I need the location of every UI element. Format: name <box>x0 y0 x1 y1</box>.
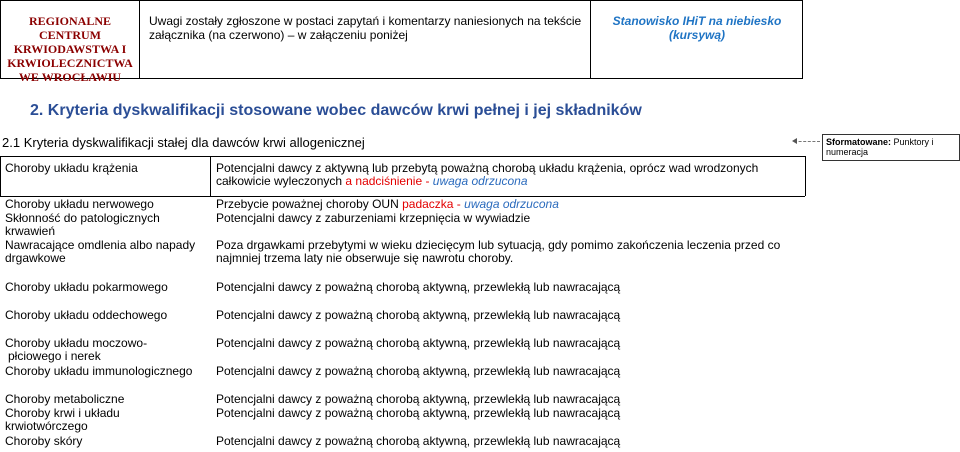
label-line: krwiotwórczego <box>5 419 88 433</box>
reviewer-comment: padaczka <box>402 197 454 211</box>
row-value: Potencjalni dawcy z zaburzeniami krzepnięcia w wywiadzie <box>216 211 531 225</box>
row-label: Choroby układu pokarmowego <box>5 280 168 294</box>
row-value: Potencjalni dawcy z poważną chorobą aktywną, przewlekłą lub nawracającą <box>216 392 621 406</box>
institute-response: uwaga odrzucona <box>464 197 559 211</box>
row-label: Choroby układu krążenia <box>5 161 138 175</box>
formatting-comment[interactable] <box>822 134 960 161</box>
separator: - <box>422 174 433 188</box>
label-line: Choroby krwi i układu <box>5 406 120 420</box>
row-label: Choroby układu nerwowego <box>5 197 154 211</box>
row-value: Potencjalni dawcy z poważną chorobą aktywną, przewlekłą lub nawracającą <box>216 406 621 420</box>
label-line: Nawracające omdlenia albo napady <box>5 238 196 252</box>
label-line: Skłonność do patologicznych <box>5 211 160 225</box>
row-value: Potencjalni dawcy z poważną chorobą aktywną, przewlekłą lub nawracającą <box>216 336 621 350</box>
notice-line: Uwagi zostały zgłoszone w postaci zapytań i komentarzy naniesionych na tekście <box>149 14 582 28</box>
value-text: całkowicie wyleczonych <box>216 174 346 188</box>
table-border <box>805 156 806 196</box>
subsection-text: Kryteria dyskwalifikacji stałej dla dawców krwi allogenicznej <box>20 135 365 150</box>
row-label <box>5 337 210 363</box>
row-label: Choroby metaboliczne <box>5 392 125 406</box>
row-value <box>216 162 796 188</box>
comment-text: Punktory i numeracja <box>826 137 934 157</box>
row-label: Choroby układu oddechowego <box>5 308 168 322</box>
section-title: 2. Kryteria dyskwalifikacji stosowane wobec dawców krwi pełnej i jej składników <box>30 102 642 119</box>
label-line: płciowego i nerek <box>8 349 101 363</box>
stance-legend <box>591 1 803 78</box>
value-line: Potencjalni dawcy z aktywną lub przebytą poważną chorobą układu krążenia, oprócz wad wrodzonych <box>216 161 759 175</box>
row-value: Potencjalni dawcy z poważną chorobą aktywną, przewlekłą lub nawracającą <box>216 280 621 294</box>
row-label: Choroby układu immunologicznego <box>5 364 193 378</box>
table-border <box>0 156 1 196</box>
notice-line: załącznika (na czerwono) – w załączeniu poniżej <box>149 28 408 42</box>
row-value <box>216 198 796 211</box>
table-border <box>0 156 805 157</box>
label-line: Choroby układu moczowo- <box>5 336 148 350</box>
label-line: krwawień <box>5 224 56 238</box>
stance-line: (kursywą) <box>668 28 726 42</box>
value-text: Przebycie poważnej choroby OUN <box>216 197 403 211</box>
org-line: KRWIODAWSTWA I <box>13 42 127 56</box>
reviewer-comment: a nadciśnienie <box>345 174 423 188</box>
comment-label: Sformatowane: <box>826 137 892 147</box>
subsection-title <box>2 135 365 150</box>
document-header <box>0 0 803 84</box>
org-line: WE WROCŁAWIU <box>18 70 122 84</box>
value-line <box>216 175 796 188</box>
value-line: Poza drgawkami przebytymi w wieku dziecięcym lub sytuacją, gdy pomimo zakończenia leczenia przed co <box>216 238 781 252</box>
row-value: Potencjalni dawcy z poważną chorobą aktywną, przewlekłą lub nawracającą <box>216 434 621 448</box>
separator: - <box>453 197 465 211</box>
org-line: KRWIOLECZNICTWA <box>7 56 133 70</box>
org-line: CENTRUM <box>39 28 101 42</box>
row-label: Choroby skóry <box>5 434 83 448</box>
row-value <box>216 239 796 265</box>
label-line: drgawkowe <box>5 251 66 265</box>
row-label <box>5 239 210 265</box>
subsection-number: 2.1 <box>2 135 21 150</box>
row-label <box>5 212 210 238</box>
row-value: Potencjalni dawcy z poważną chorobą aktywną, przewlekłą lub nawracającą <box>216 364 621 378</box>
organization-name <box>1 1 140 84</box>
comment-connector-arrow <box>794 141 820 142</box>
row-label <box>5 407 210 433</box>
stance-line: Stanowisko IHiT na niebiesko <box>612 14 782 28</box>
org-line: REGIONALNE <box>28 14 111 28</box>
institute-response: uwaga odrzucona <box>432 174 528 188</box>
value-line: najmniej trzema laty nie obserwuje się nawrotu choroby. <box>216 251 514 265</box>
notice-text <box>140 1 591 78</box>
table-border <box>210 156 211 196</box>
row-value: Potencjalni dawcy z poważną chorobą aktywną, przewlekłą lub nawracającą <box>216 308 621 322</box>
